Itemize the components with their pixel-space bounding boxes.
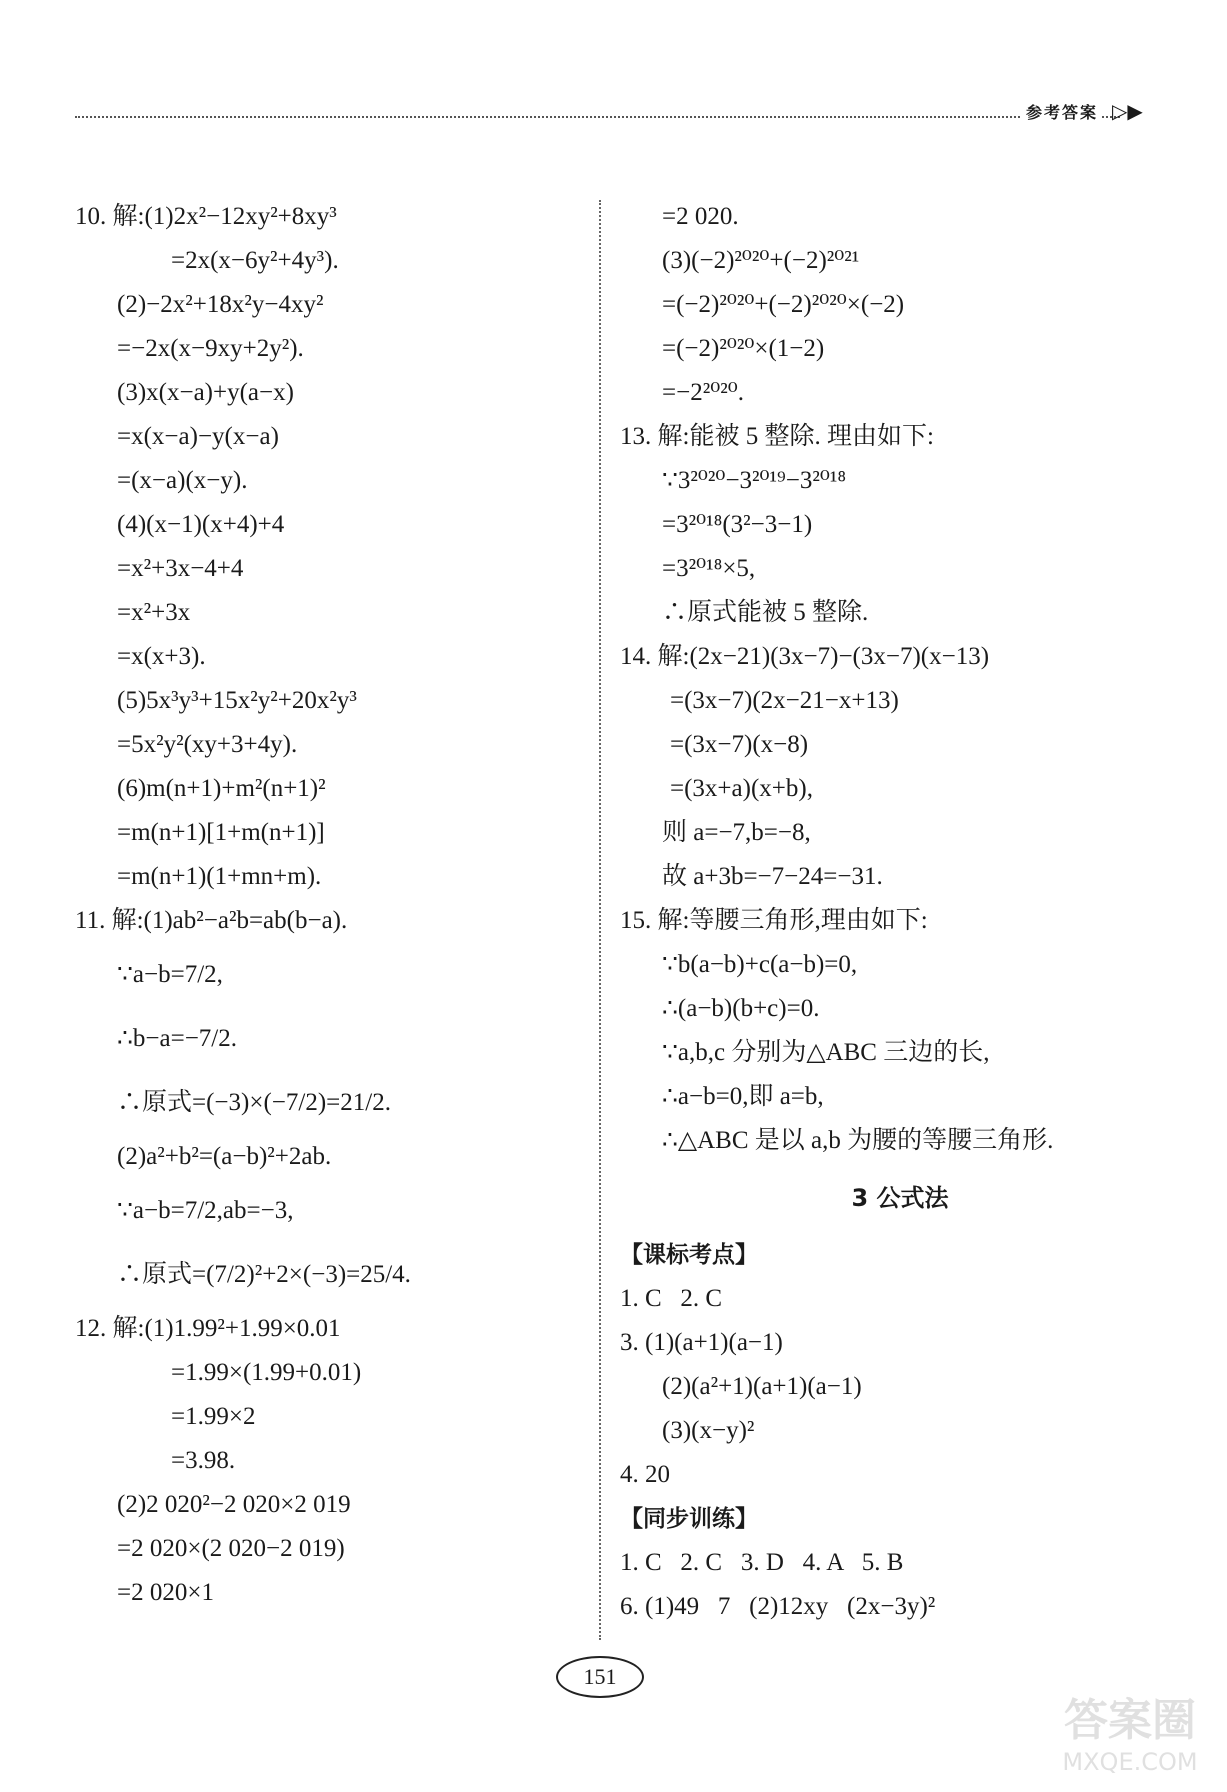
answer-line: (2)a²+b²=(a−b)²+2ab. bbox=[117, 1143, 332, 1170]
answer-line: 6. (1)49 7 (2)12xy (2x−3y)² bbox=[620, 1593, 936, 1620]
left-column bbox=[75, 195, 590, 1615]
answer-line: =x²+3x bbox=[117, 599, 191, 626]
answer-line: ∴b−a=−7/2. bbox=[117, 1025, 237, 1052]
header-label: 参考答案 bbox=[1022, 100, 1102, 123]
answer-line: (4)(x−1)(x+4)+4 bbox=[117, 511, 285, 538]
answer-line: =(3x−7)(x−8) bbox=[670, 731, 809, 758]
answer-line: =2 020×(2 020−2 019) bbox=[117, 1535, 345, 1562]
answer-line: =(−2)²⁰²⁰×(1−2) bbox=[662, 335, 825, 362]
answer-line: 故 a+3b=−7−24=−31. bbox=[662, 863, 883, 890]
answer-line: =(−2)²⁰²⁰+(−2)²⁰²⁰×(−2) bbox=[662, 291, 905, 318]
answer-line: ∴原式=(−3)×(−7/2)=21/2. bbox=[117, 1089, 391, 1116]
answer-line: 12. 解:(1)1.99²+1.99×0.01 bbox=[75, 1315, 341, 1342]
section-heading: 【同步训练】 bbox=[620, 1506, 758, 1532]
answer-line: =−2²⁰²⁰. bbox=[662, 379, 744, 406]
answer-line: 15. 解:等腰三角形,理由如下: bbox=[620, 907, 928, 934]
answer-line: (2)(a²+1)(a+1)(a−1) bbox=[662, 1373, 862, 1400]
answer-line: 则 a=−7,b=−8, bbox=[662, 819, 811, 846]
answer-line: =3²⁰¹⁸(3²−3−1) bbox=[662, 511, 813, 538]
answer-line: 14. 解:(2x−21)(3x−7)−(3x−7)(x−13) bbox=[620, 643, 990, 670]
answer-line: =5x²y²(xy+3+4y). bbox=[117, 731, 298, 758]
answer-line: (6)m(n+1)+m²(n+1)² bbox=[117, 775, 326, 802]
right-column bbox=[620, 195, 1180, 1629]
answer-line: ∴a−b=0,即 a=b, bbox=[662, 1083, 824, 1110]
answer-line: =m(n+1)(1+mn+m). bbox=[117, 863, 322, 890]
answer-line: 3. (1)(a+1)(a−1) bbox=[620, 1329, 783, 1356]
section-heading: 【课标考点】 bbox=[620, 1242, 758, 1268]
answer-line: 11. 解:(1)ab²−a²b=ab(b−a). bbox=[75, 907, 348, 934]
answer-line: ∵a−b=7/2, bbox=[117, 961, 223, 988]
answer-line: =x²+3x−4+4 bbox=[117, 555, 244, 582]
answer-line: (5)5x³y³+15x²y²+20x²y³ bbox=[117, 687, 357, 714]
answer-line: ∴原式能被 5 整除. bbox=[662, 599, 869, 626]
answer-line: =2 020×1 bbox=[117, 1579, 214, 1606]
answer-line: 10. 解:(1)2x²−12xy²+8xy³ bbox=[75, 203, 337, 230]
svg-text:MXQE.COM: MXQE.COM bbox=[1062, 1748, 1198, 1776]
answer-line: (2)2 020²−2 020×2 019 bbox=[117, 1491, 351, 1518]
section-title: 3 公式法 bbox=[851, 1184, 949, 1212]
svg-text:答案圈: 答案圈 bbox=[1064, 1695, 1196, 1746]
answer-line: =(x−a)(x−y). bbox=[117, 467, 248, 494]
answer-line: ∵a−b=7/2,ab=−3, bbox=[117, 1197, 294, 1224]
answer-line: =−2x(x−9xy+2y²). bbox=[117, 335, 304, 362]
answer-line: 4. 20 bbox=[620, 1461, 670, 1488]
answer-line: (3)(−2)²⁰²⁰+(−2)²⁰²¹ bbox=[662, 247, 860, 274]
answer-line: =2 020. bbox=[662, 203, 739, 230]
answer-line: 13. 解:能被 5 整除. 理由如下: bbox=[620, 423, 934, 450]
answer-line: (3)x(x−a)+y(a−x) bbox=[117, 379, 294, 406]
answer-line: =3²⁰¹⁸×5, bbox=[662, 555, 756, 582]
column-divider bbox=[599, 200, 601, 1640]
answer-line: 1. C 2. C bbox=[620, 1285, 723, 1312]
answer-line: =1.99×(1.99+0.01) bbox=[171, 1359, 362, 1386]
answer-line: (3)(x−y)² bbox=[662, 1417, 755, 1444]
answer-line: ∵b(a−b)+c(a−b)=0, bbox=[662, 951, 858, 978]
answer-line: (2)−2x²+18x²y−4xy² bbox=[117, 291, 324, 318]
watermark-logo-icon bbox=[1045, 1680, 1215, 1780]
answer-line: =(3x−7)(2x−21−x+13) bbox=[670, 687, 899, 714]
answer-line: =2x(x−6y²+4y³). bbox=[171, 247, 339, 274]
answer-line: ∴△ABC 是以 a,b 为腰的等腰三角形. bbox=[662, 1127, 1054, 1154]
answer-line: ∴(a−b)(b+c)=0. bbox=[662, 995, 820, 1022]
answer-line: ∴原式=(7/2)²+2×(−3)=25/4. bbox=[117, 1261, 411, 1288]
answer-line: =x(x−a)−y(x−a) bbox=[117, 423, 279, 450]
answer-line: ∵3²⁰²⁰−3²⁰¹⁹−3²⁰¹⁸ bbox=[662, 467, 847, 494]
header-rule bbox=[75, 116, 1120, 118]
answer-line: =(3x+a)(x+b), bbox=[670, 775, 813, 802]
answer-line: 1. C 2. C 3. D 4. A 5. B bbox=[620, 1549, 904, 1576]
answer-line: ∵a,b,c 分别为△ABC 三边的长, bbox=[662, 1039, 990, 1066]
answer-line: =m(n+1)[1+m(n+1)] bbox=[117, 819, 325, 846]
header-arrow-icon: ▷▶ bbox=[1112, 99, 1143, 123]
answer-line: =x(x+3). bbox=[117, 643, 206, 670]
answer-line: =1.99×2 bbox=[171, 1403, 256, 1430]
page-number: 151 bbox=[556, 1656, 644, 1698]
answer-line: =3.98. bbox=[171, 1447, 236, 1474]
